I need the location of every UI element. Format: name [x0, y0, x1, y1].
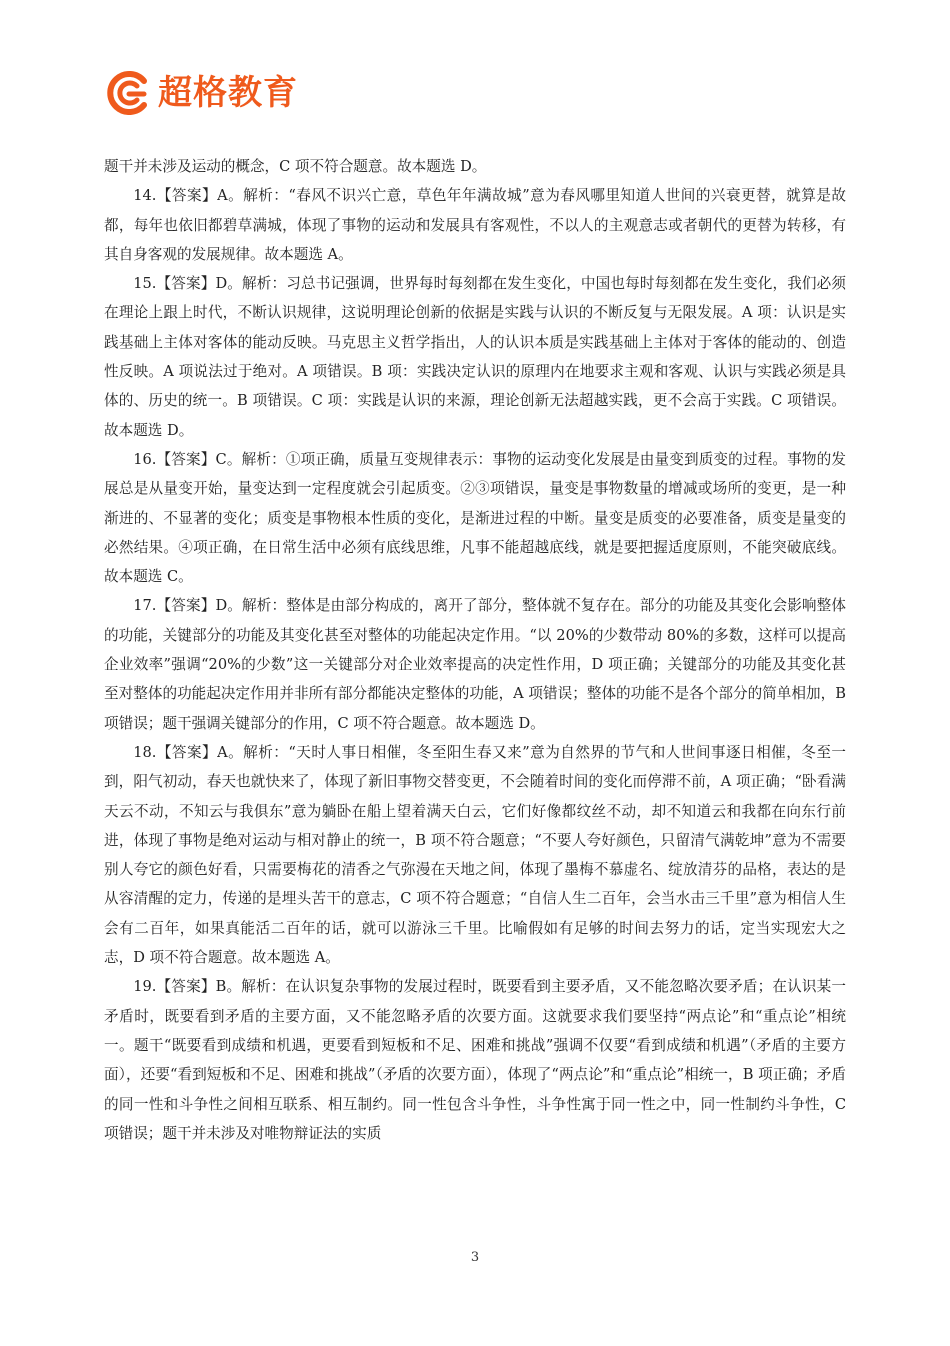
page-number: 3: [470, 1250, 480, 1265]
answer-17: 17.【答案】D。解析：整体是由部分构成的，离开了部分，整体就不复存在。部分的功能及其变化会影响整体的功能，关键部分的功能及其变化甚至对整体的功能起决定作用。“以 20%的少数带动 80%的多数，这样可以提高企业效率”强调“20%的少数”这一关键部分对企业效率提高的决定性作用，D 项正确；关键部分的功能及其变化甚至对整体的功能起决定作用并非所有部分都能决定整体的功能，A 项错误；整体的功能不是各个部分的简单相加，B 项错误；题干强调关键部分的作用，C 项不符合题意。故本题选 D。: [104, 597, 846, 732]
cg-logo-icon: [104, 69, 152, 117]
answer-15: 15.【答案】D。解析：习总书记强调，世界每时每刻都在发生变化，中国也每时每刻都在发生变化，我们必须在理论上跟上时代，不断认识规律，这说明理论创新的依据是实践与认识的不断反复与无限发展。A 项：认识是实践基础上主体对客体的能动反映。马克思主义哲学指出，人的认识本质是实践基础上主体对于客体的能动的、创造性反映。A 项说法过于绝对。A 项错误。B 项：实践决定认识的原理内在地要求主观和客观、认识与实践必须是具体的、历史的统一。B 项错误。C 项：实践是认识的来源，理论创新无法超越实践，更不会高于实践。C 项错误。故本题选 D。: [104, 275, 846, 439]
brand-name: 超格教育: [158, 73, 298, 113]
answer-18: 18.【答案】A。解析：“天时人事日相催，冬至阳生春又来”意为自然界的节气和人世间事逐日相催，冬至一到，阳气初动，春天也就快来了，体现了新旧事物交替变更，不会随着时间的变化而停滞不前，A 项正确；“卧看满天云不动，不知云与我俱东”意为躺卧在船上望着满天白云，它们好像都纹丝不动，却不知道云和我都在向东行前进，体现了事物是绝对运动与相对静止的统一，B 项不符合题意；“不要人夸好颜色，只留清气满乾坤”意为不需要别人夸它的颜色好看，只需要梅花的清香之气弥漫在天地之间，体现了墨梅不慕虚名、绽放清芬的品格，表达的是从容清醒的定力，传递的是埋头苦干的意志，C 项不符合题意；“自信人生二百年，会当水击三千里”意为相信人生会有二百年，如果真能活二百年的话，就可以游泳三千里。比喻假如有足够的时间去努力的话，定当实现宏大之志，D 项不符合题意。故本题选 A。: [104, 743, 846, 967]
answer-16: 16.【答案】C。解析：①项正确，质量互变规律表示：事物的运动变化发展是由量变到质变的过程。事物的发展总是从量变开始，量变达到一定程度就会引起质变。②③项错误，量变是事物数量的增减或场所的变更，是一种渐进的、不显著的变化；质变是事物根本性质的变化，是渐进过程的中断。量变是质变的必要准备，质变是量变的必然结果。④项正确，在日常生活中必须有底线思维，凡事不能超越底线，就是要把握适度原则，不能突破底线。故本题选 C。: [104, 450, 846, 586]
answer-14: 14.【答案】A。解析：“春风不识兴亡意，草色年年满故城”意为春风哪里知道人世间的兴衰更替，就算是故都，每年也依旧都碧草满城，体现了事物的运动和发展具有客观性，不以人的主观意志或者朝代的更替为转移，有其自身客观的发展规律。故本题选 A。: [104, 187, 846, 263]
answer-19: 19.【答案】B。解析：在认识复杂事物的发展过程时，既要看到主要矛盾，又不能忽略次要矛盾；在认识某一矛盾时，既要看到矛盾的主要方面，又不能忽略矛盾的次要方面。这就要求我们要坚持“两点论”和“重点论”相统一。题干“既要看到成绩和机遇，更要看到短板和不足、困难和挑战”强调不仅要“看到成绩和机遇”（矛盾的主要方面），还要“看到短板和不足、困难和挑战”（矛盾的次要方面），体现了“两点论”和“重点论”相统一，B 项正确；矛盾的同一性和斗争性之间相互联系、相互制约。同一性包含斗争性，斗争性寓于同一性之中，同一性制约斗争性，C 项错误；题干并未涉及对唯物辩证法的实质: [104, 978, 847, 1142]
paragraph-continuation: 题干并未涉及运动的概念，C 项不符合题意。故本题选 D。: [104, 158, 487, 175]
document-body: [104, 152, 846, 1148]
page-header: [104, 68, 298, 118]
